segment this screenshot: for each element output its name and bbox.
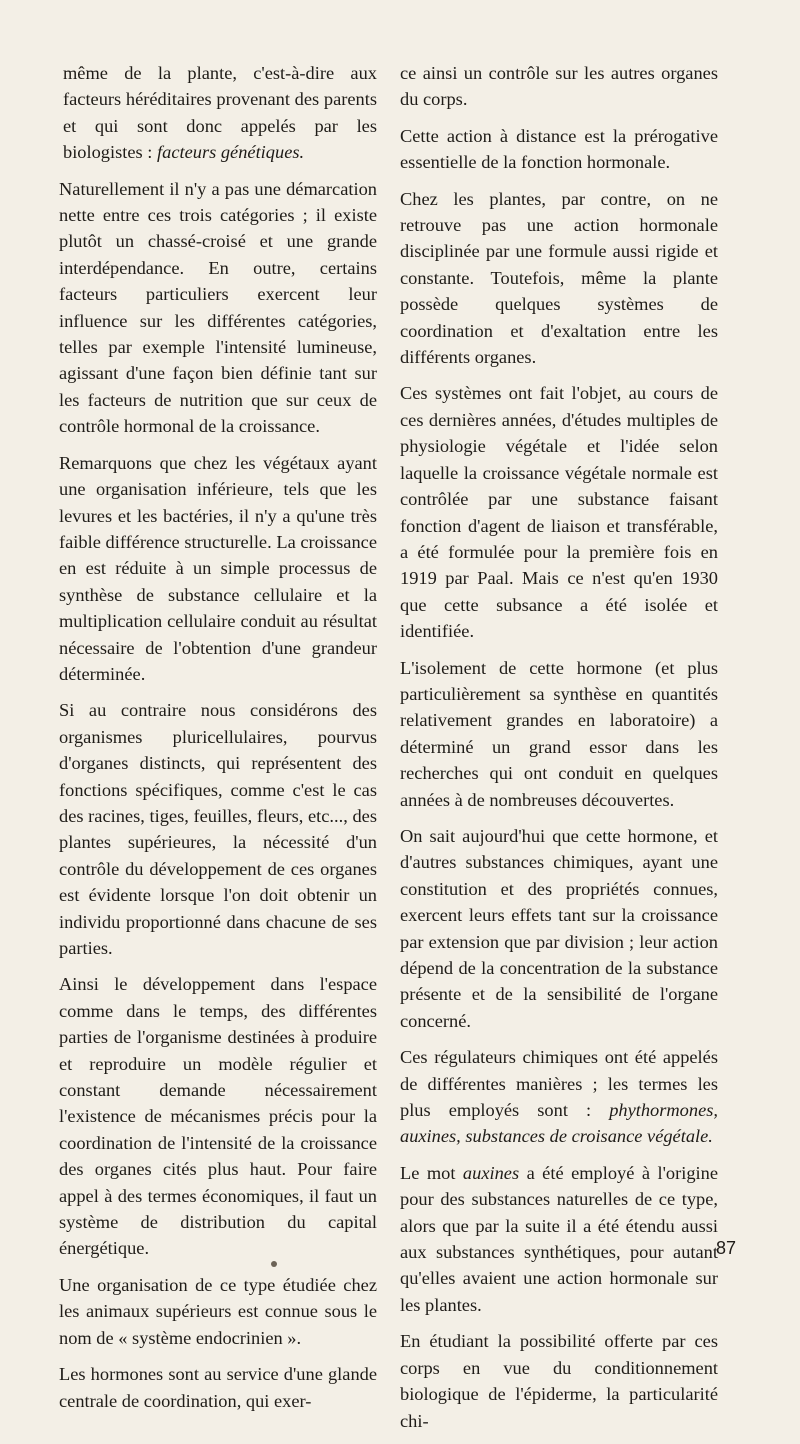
- italic-term: auxines: [462, 1162, 520, 1183]
- paragraph: Une organisation de ce type étudiée chez les animaux supérieurs est connue sous le nom de « système endocrinien ».: [59, 1274, 377, 1348]
- paragraph: ce ainsi un contrôle sur les autres organes du corps.: [400, 63, 718, 110]
- paragraph: [59, 60, 377, 166]
- paragraph: Les hormones sont au service d'une glande centrale de coordination, qui exer-: [59, 1364, 377, 1411]
- paragraph: [400, 1160, 718, 1318]
- paragraph: Si au contraire nous considérons des organismes pluricellulaires, pourvus d'organes distincts, qui représentent des fonctions spécifiques, comme c'est le cas des racines, tiges, feuilles, fleurs, etc..., des plantes supérieures, la nécessité d'un contrôle du développement de ces organes est évidente lorsque l'on doit obtenir un individu proportionné dans chacune de ses parties.: [59, 700, 377, 958]
- paragraph: Ainsi le développement dans l'espace comme dans le temps, des différentes parties de l'organisme destinées à produire et reproduire un modèle régulier et constant demande nécessairement l'existence de mécanismes précis pour la coordination de l'intensité de la croissance des organes cités plus haut. Pour faire appel à des termes économiques, il faut un système de distribution du capital énergétique.: [59, 974, 377, 1259]
- italic-term: phythormones, auxines, substances de croisance végétale.: [400, 1100, 718, 1147]
- paragraph-text: Ces régulateurs chimiques ont été appelés de différentes manières ; les termes les plus employés sont :: [400, 1047, 718, 1121]
- paragraph-text: Le mot: [400, 1162, 463, 1183]
- paragraph: On sait aujourd'hui que cette hormone, et d'autres substances chimiques, ayant une constitution et des propriétés connues, exercent leurs effets tant sur la croissance par extension que par division ; leur action dépend de la concentration de la substance présente et de la sensibilité de l'organe concerné.: [400, 825, 718, 1031]
- paragraph-text: même de la plante, c'est-à-dire aux facteurs héréditaires provenant des parents et qui sont donc appelés par les biologistes :: [63, 63, 377, 163]
- paragraph: Remarquons que chez les végétaux ayant une organisation inférieure, tels que les levures et les bactéries, il n'y a qu'une très faible différence structurelle. La croissance en est réduite à un simple processus de synthèse de substance cellulaire et la multiplication cellulaire conduit au résultat nécessaire de l'obtention d'une grandeur déterminée.: [59, 452, 377, 684]
- paragraph: [400, 1044, 718, 1150]
- paragraph: Chez les plantes, par contre, on ne retrouve pas une action hormonale disciplinée par une formule aussi rigide et constante. Toutefois, même la plante possède quelques systèmes de coordination et d'exaltation entre les différents organes.: [400, 188, 718, 368]
- paragraph: En étudiant la possibilité offerte par ces corps en vue du conditionnement biologique de l'épiderme, la particularité chi-: [400, 1331, 718, 1431]
- italic-term: facteurs génétiques.: [157, 142, 305, 163]
- page-number: 87: [716, 1238, 737, 1258]
- right-column: [400, 60, 718, 1444]
- left-column: [59, 60, 377, 1424]
- paragraph-text: a été employé à l'origine pour des substances naturelles de ce type, alors que par la suite il a été étendu aussi aux substances synthétiques, pour autant qu'elles avaient une action hormonale sur les plantes.: [400, 1162, 718, 1315]
- paragraph: Cette action à distance est la prérogative essentielle de la fonction hormonale.: [400, 125, 718, 173]
- paragraph: L'isolement de cette hormone (et plus particulièrement sa synthèse en quantités relativement grandes en laboratoire) a déterminé un grand essor dans les recherches qui ont conduit en quelques années à de nombreuses découvertes.: [400, 657, 718, 810]
- printer-mark: [271, 1261, 277, 1267]
- paragraph: Ces systèmes ont fait l'objet, au cours de ces dernières années, d'études multiples de physiologie végétale et l'idée selon laquelle la croissance végétale normale est contrôlée par une substance faisant fonction d'agent de liaison et transférable, a été formulée pour la première fois en 1919 par Paal. Mais ce n'est qu'en 1930 que cette subsance a été isolée et identifiée.: [400, 383, 718, 642]
- paragraph: Naturellement il n'y a pas une démarcation nette entre ces trois catégories ; il existe plutôt un chassé-croisé et une grande interdépendance. En outre, certains facteurs particuliers exercent leur influence sur les différentes catégories, telles par exemple l'intensité lumineuse, agissant d'une façon bien définie tant sur les facteurs de nutrition que sur ceux de contrôle hormonal de la croissance.: [59, 178, 377, 437]
